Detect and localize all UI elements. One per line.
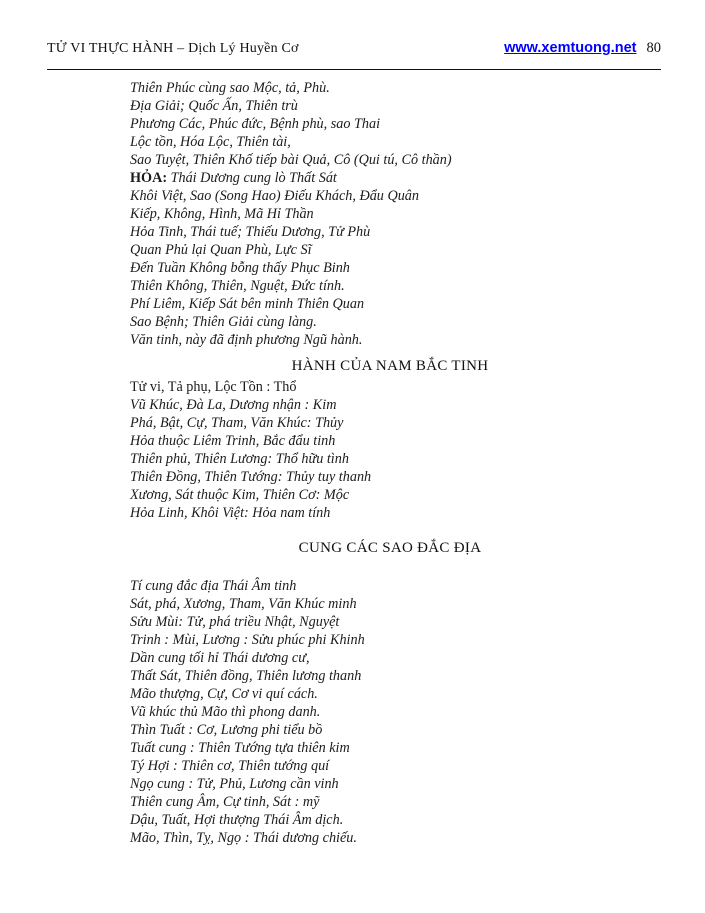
verse-line: Thiên cung Âm, Cự tinh, Sát : mỹ [130,794,320,810]
verse-line: Dậu, Tuất, Hợi thượng Thái Âm dịch. [130,812,344,828]
verse-block-2 [130,378,650,522]
verse-line: Hỏa thuộc Liêm Trinh, Bắc đẩu tinh [130,433,336,449]
verse-line: Tử vi, Tả phụ, Lộc Tồn : Thổ [130,379,297,395]
verse-line: Vũ Khúc, Đà La, Dương nhận : Kim [130,397,337,413]
verse-line: Lộc tồn, Hóa Lộc, Thiên tài, [130,134,291,150]
verse-line: Thiên Không, Thiên, Nguệt, Đức tính. [130,278,345,294]
verse-line: Thìn Tuất : Cơ, Lương phi tiểu bồ [130,722,323,738]
website-link[interactable]: www.xemtuong.net [504,40,637,56]
verse-line: Thiên Phúc cùng sao Mộc, tả, Phù. [130,80,330,96]
section-heading-nam-bac-tinh: HÀNH CỦA NAM BẮC TINH [291,358,489,374]
verse-line: Đến Tuần Không bỗng thấy Phục Binh [130,260,350,276]
document-body [130,79,650,847]
verse-line: HỎA: Thái Dương cung lò Thất Sát [130,170,337,186]
verse-line: Dần cung tối hỉ Thái dương cư, [130,650,310,666]
verse-line: Phương Các, Phúc đức, Bệnh phù, sao Thai [130,116,381,132]
header-right [504,40,661,57]
verse-line: Hỏa Tinh, Thái tuế; Thiếu Dương, Tử Phù [130,224,371,240]
page-number: 80 [646,40,661,56]
section-heading-sao-dac-dia: CUNG CÁC SAO ĐẮC ĐỊA [298,540,482,556]
verse-line: Sửu Mùi: Tử, phá triều Nhật, Nguyệt [130,614,340,630]
verse-line: Thiên phủ, Thiên Lương: Thổ hữu tình [130,451,349,467]
verse-line: Địa Giải; Quốc Ấn, Thiên trù [130,98,298,114]
verse-line: Quan Phủ lại Quan Phù, Lực Sĩ [130,242,312,258]
verse-line: Phí Liêm, Kiếp Sát bên minh Thiên Quan [130,296,365,312]
verse-line: Mão thượng, Cự, Cơ vi quí cách. [130,686,318,702]
verse-line: Thất Sát, Thiên đồng, Thiên lương thanh [130,668,362,684]
verse-line: Trinh : Mùi, Lương : Sửu phúc phi Khinh [130,632,365,648]
line-prefix: HỎA: [130,170,168,186]
verse-line: Mão, Thìn, Tỵ, Ngọ : Thái dương chiếu. [130,830,357,846]
verse-line: Thiên Đồng, Thiên Tướng: Thủy tuy thanh [130,469,372,485]
verse-line: Sát, phá, Xương, Tham, Văn Khúc minh [130,596,357,612]
verse-line: Phá, Bật, Cự, Tham, Văn Khúc: Thủy [130,415,344,431]
verse-line: Vũ khúc thủ Mão thì phong danh. [130,704,321,720]
document-title: TỬ VI THỰC HÀNH – Dịch Lý Huyền Cơ [47,41,299,56]
header-divider [47,69,661,70]
verse-line: Tí cung đắc địa Thái Âm tinh [130,578,297,594]
verse-line: Xương, Sát thuộc Kim, Thiên Cơ: Mộc [130,487,350,503]
page-header [47,40,661,57]
verse-block-3 [130,577,650,847]
verse-line: Kiếp, Không, Hình, Mã Hỉ Thần [130,206,314,222]
verse-line: Hỏa Linh, Khôi Việt: Hỏa nam tính [130,505,331,521]
verse-block-1 [130,79,650,349]
verse-line: Sao Bệnh; Thiên Giải cùng làng. [130,314,317,330]
verse-line: Ngọ cung : Tử, Phủ, Lương cần vinh [130,776,339,792]
verse-line: Khôi Việt, Sao (Song Hao) Điếu Khách, Đẩu Quân [130,188,419,204]
verse-line: Sao Tuyệt, Thiên Khố tiếp bài Quả, Cô (Qui tú, Cô thần) [130,152,452,168]
verse-line: Văn tinh, này đã định phương Ngũ hành. [130,332,363,348]
verse-line: Tuất cung : Thiên Tướng tựa thiên kim [130,740,350,756]
verse-line: Tý Hợi : Thiên cơ, Thiên tướng quí [130,758,330,774]
